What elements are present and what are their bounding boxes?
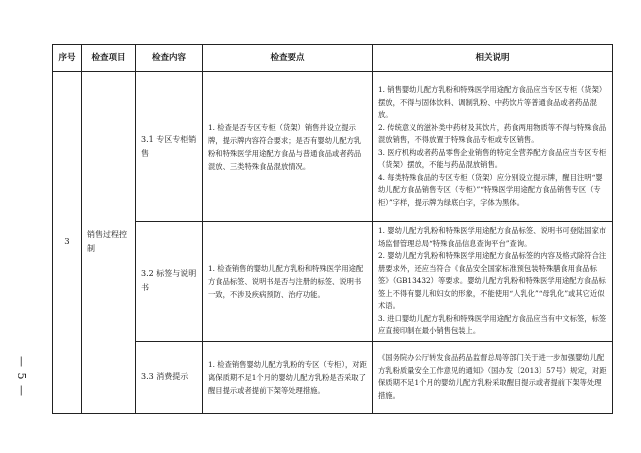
table-row — [53, 72, 613, 222]
check-content: 3.1 专区专柜销售 — [136, 72, 203, 222]
header-description: 相关说明 — [373, 45, 613, 72]
description-paragraph: 3. 医疗机构或者药品零售企业销售的特定全营养配方食品应当专区专柜（货架）摆放，不能与药品混放销售。 — [378, 147, 607, 169]
description-paragraph: 《国务院办公厅转发食品药品监督总局等部门关于进一步加强婴幼儿配方乳粉质量安全工作意见的通知》（国办发〔2013〕57号）规定，对距保质期不足1个月的婴幼儿配方乳粉采取醒目提示或者提前下架等处理措施。 — [378, 353, 607, 400]
check-points: 1. 检查是否专区专柜（货架）销售并设立提示牌，提示牌内容符合要求；是否有婴幼儿配方乳粉和特殊医学用途配方食品与普通食品或者药品混放、三类特殊食品混放情况。 — [203, 72, 373, 222]
header-item: 检查项目 — [82, 45, 136, 72]
inspection-table — [52, 44, 613, 414]
related-description — [373, 341, 613, 413]
related-description — [373, 72, 613, 222]
row-number: 3 — [53, 72, 82, 414]
check-content: 3.2 标签与说明书 — [136, 222, 203, 342]
description-paragraph: 1. 婴幼儿配方乳粉和特殊医学用途配方食品标签、说明书可登陆国家市场监督管理总局“特殊食品信息查询平台”查询。 — [378, 226, 607, 248]
header-content: 检查内容 — [136, 45, 203, 72]
description-paragraph: 3. 进口婴幼儿配方乳粉和特殊医学用途配方食品应当有中文标签，标签应直接印制在最小销售包装上。 — [378, 313, 607, 335]
page-number: — 5 — — [15, 356, 28, 397]
related-description — [373, 222, 613, 342]
table-row — [53, 222, 613, 342]
header-row — [53, 45, 613, 72]
check-content: 3.3 消费提示 — [136, 341, 203, 413]
header-points: 检查要点 — [203, 45, 373, 72]
description-paragraph: 4. 每类特殊食品的专区专柜（货架）应分别设立提示牌，醒目注明“婴幼儿配方食品销售专区（专柜）”“特殊医学用途配方食品销售专区（专柜）”字样，提示牌为绿底白字，字体为黑体。 — [378, 172, 603, 207]
description-paragraph: 2. 婴幼儿配方乳粉和特殊医学用途配方食品标签的内容及格式除符合注册要求外，还应当符合《食品安全国家标准预包装特殊膳食用食品标签》（GB13432）等要求。婴幼儿配方乳粉和特殊医学用途配方食品标签上不得有婴儿和妇女的形象，不能使用“人乳化”“母乳化”或其它近似术语。 — [378, 251, 607, 310]
check-points: 1. 检查销售婴幼儿配方乳粉的专区（专柜），对距离保质期不足1个月的婴幼儿配方乳粉是否采取了醒目提示或者提前下架等处理措施。 — [203, 341, 373, 413]
description-paragraph: 1. 销售婴幼儿配方乳粉和特殊医学用途配方食品应当专区专柜（货架）摆放，不得与固体饮料、调制乳粉、中药饮片等普通食品或者药品混放。 — [378, 85, 607, 119]
check-item: 销售过程控制 — [82, 72, 136, 414]
description-paragraph: 2. 传统意义的滋补类中药材及其饮片，药食两用物质等不得与特殊食品混放销售，不得放置于特殊食品专柜或专区销售。 — [378, 122, 607, 144]
check-points: 1. 检查销售的婴幼儿配方乳粉和特殊医学用途配方食品标签、说明书是否与注册的标签、说明书一致，不涉及疾病预防、治疗功能。 — [203, 222, 373, 342]
table-row — [53, 341, 613, 413]
header-number: 序号 — [53, 45, 82, 72]
